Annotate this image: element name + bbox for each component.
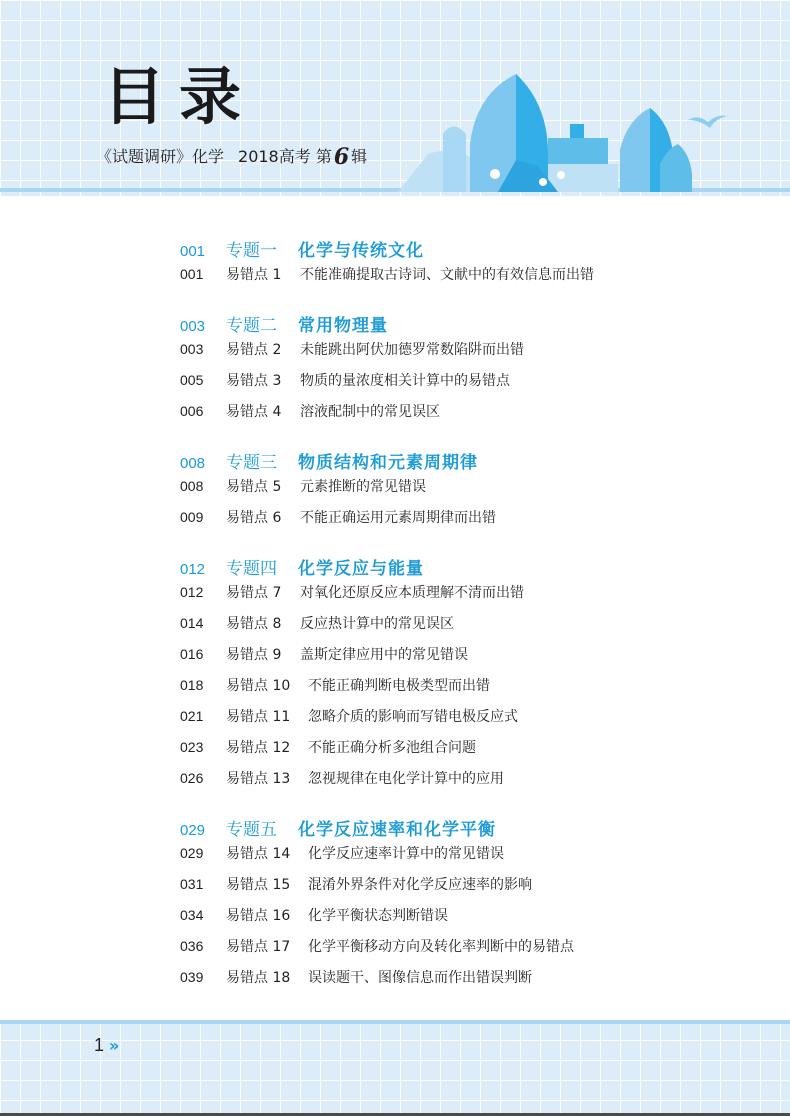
entry-text: 物质的量浓度相关计算中的易错点 xyxy=(300,373,510,389)
section-page: 003 xyxy=(180,318,206,335)
toc-entry xyxy=(180,843,740,874)
chimney-shape xyxy=(570,124,584,138)
entry-point-label: 易错点 12 xyxy=(226,740,291,756)
entry-page: 006 xyxy=(180,403,204,419)
entry-text: 忽略介质的影响而写错电极反应式 xyxy=(308,709,518,725)
entry-point-label: 易错点 1 xyxy=(226,267,282,283)
entry-page: 005 xyxy=(180,372,204,388)
entry-point-label: 易错点 7 xyxy=(226,585,282,601)
toc-section-heading xyxy=(180,815,740,843)
edition-suffix: 辑 xyxy=(351,147,368,166)
double-chevron-right-icon: » xyxy=(109,1036,120,1055)
toc-entry xyxy=(180,507,740,538)
window-dot xyxy=(490,169,500,179)
entry-page: 023 xyxy=(180,739,204,755)
section-title: 化学与传统文化 xyxy=(298,241,424,261)
toc-section-heading xyxy=(180,236,740,264)
window-dot xyxy=(557,171,565,179)
toc-entry xyxy=(180,675,740,706)
toc-entry xyxy=(180,339,740,370)
entry-text: 化学反应速率计算中的常见错误 xyxy=(308,846,504,862)
entry-text: 不能正确分析多池组合问题 xyxy=(308,740,476,756)
entry-point-label: 易错点 2 xyxy=(226,342,282,358)
toc-entry xyxy=(180,874,740,905)
house-body-shape xyxy=(548,138,608,164)
entry-point-label: 易错点 18 xyxy=(226,970,291,986)
entry-point-label: 易错点 4 xyxy=(226,404,282,420)
entry-text: 不能正确运用元素周期律而出错 xyxy=(300,510,496,526)
entry-page: 029 xyxy=(180,845,204,861)
entry-page: 034 xyxy=(180,907,204,923)
section-topic: 专题一 xyxy=(226,241,277,261)
page-title: 目录 xyxy=(103,60,256,133)
page-footer xyxy=(0,1020,790,1116)
section-page: 001 xyxy=(180,243,206,260)
entry-point-label: 易错点 15 xyxy=(226,877,291,893)
section-page: 008 xyxy=(180,455,206,472)
edition-number: 6 xyxy=(333,144,350,170)
toc-section-heading xyxy=(180,448,740,476)
entry-page: 026 xyxy=(180,770,204,786)
section-title: 化学反应与能量 xyxy=(298,559,424,579)
entry-point-label: 易错点 14 xyxy=(226,846,291,862)
toc-entry xyxy=(180,936,740,967)
section-title: 常用物理量 xyxy=(298,316,388,336)
toc-entry xyxy=(180,737,740,768)
entry-point-label: 易错点 17 xyxy=(226,939,291,955)
footer-stripe xyxy=(0,1020,790,1024)
city-skyline-illustration xyxy=(398,74,738,192)
entry-text: 元素推断的常见错误 xyxy=(300,479,426,495)
section-topic: 专题二 xyxy=(226,316,277,336)
bird-icon xyxy=(688,116,728,128)
toc-entry xyxy=(180,613,740,644)
entry-text: 误读题干、图像信息而作出错误判断 xyxy=(308,970,532,986)
window-dot xyxy=(539,178,547,186)
entry-page: 018 xyxy=(180,677,204,693)
toc-entry xyxy=(180,582,740,613)
entry-page: 021 xyxy=(180,708,204,724)
entry-point-label: 易错点 6 xyxy=(226,510,282,526)
toc-section-heading xyxy=(180,554,740,582)
entry-text: 溶液配制中的常见误区 xyxy=(300,404,440,420)
section-page: 012 xyxy=(180,561,206,578)
section-title: 化学反应速率和化学平衡 xyxy=(298,820,496,840)
toc-entry xyxy=(180,401,740,432)
entry-page: 031 xyxy=(180,876,204,892)
toc-entry xyxy=(180,905,740,936)
section-topic: 专题四 xyxy=(226,559,277,579)
entry-text: 对氧化还原反应本质理解不清而出错 xyxy=(300,585,524,601)
entry-point-label: 易错点 13 xyxy=(226,771,291,787)
section-title: 物质结构和元素周期律 xyxy=(298,453,478,473)
entry-point-label: 易错点 16 xyxy=(226,908,291,924)
toc-entry xyxy=(180,706,740,737)
entry-page: 016 xyxy=(180,646,204,662)
entry-text: 化学平衡移动方向及转化率判断中的易错点 xyxy=(308,939,574,955)
entry-text: 盖斯定律应用中的常见错误 xyxy=(300,647,468,663)
entry-page: 008 xyxy=(180,478,204,494)
entry-point-label: 易错点 3 xyxy=(226,373,282,389)
section-topic: 专题五 xyxy=(226,820,277,840)
entry-text: 化学平衡状态判断错误 xyxy=(308,908,448,924)
toc-entry xyxy=(180,644,740,675)
toc-entry xyxy=(180,476,740,507)
entry-point-label: 易错点 10 xyxy=(226,678,291,694)
small-tower-shape xyxy=(443,127,466,193)
book-name: 《试题调研》化学 xyxy=(96,147,225,166)
entry-text: 混淆外界条件对化学反应速率的影响 xyxy=(308,877,532,893)
book-subtitle xyxy=(96,146,367,168)
entry-text: 忽视规律在电化学计算中的应用 xyxy=(308,771,504,787)
section-page: 029 xyxy=(180,822,206,839)
entry-text: 反应热计算中的常见误区 xyxy=(300,616,454,632)
entry-page: 036 xyxy=(180,938,204,954)
entry-point-label: 易错点 9 xyxy=(226,647,282,663)
toc-entry xyxy=(180,768,740,799)
entry-page: 001 xyxy=(180,266,204,282)
entry-page: 003 xyxy=(180,341,204,357)
entry-page: 039 xyxy=(180,969,204,985)
entry-text: 未能跳出阿伏加德罗常数陷阱而出错 xyxy=(300,342,524,358)
entry-point-label: 易错点 11 xyxy=(226,709,291,725)
entry-point-label: 易错点 5 xyxy=(226,479,282,495)
table-of-contents xyxy=(180,236,740,998)
entry-text: 不能准确提取古诗词、文献中的有效信息而出错 xyxy=(300,267,594,283)
page-number: 1 xyxy=(94,1035,105,1055)
entry-page: 009 xyxy=(180,509,204,525)
toc-entry xyxy=(180,370,740,401)
entry-text: 不能正确判断电极类型而出错 xyxy=(308,678,490,694)
toc-entry xyxy=(180,264,740,295)
entry-point-label: 易错点 8 xyxy=(226,616,282,632)
edition-prefix: 2018高考 第 xyxy=(238,147,332,166)
entry-page: 014 xyxy=(180,615,204,631)
toc-entry xyxy=(180,967,740,998)
toc-section-heading xyxy=(180,311,740,339)
entry-page: 012 xyxy=(180,584,204,600)
section-topic: 专题三 xyxy=(226,453,277,473)
